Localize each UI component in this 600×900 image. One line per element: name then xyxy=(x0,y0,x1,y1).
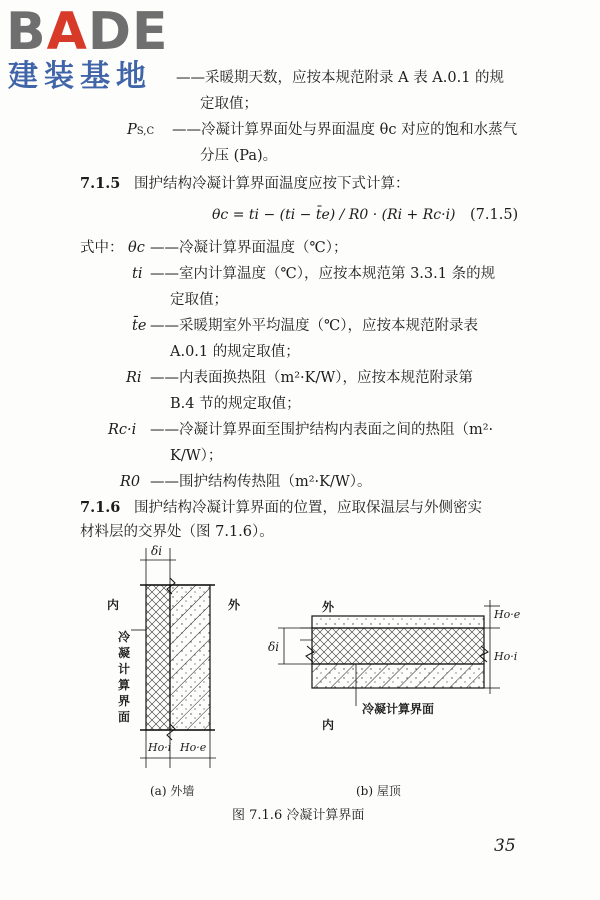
wall-caption: (a) 外墙 xyxy=(150,784,195,798)
where-1: ——冷凝计算界面温度（℃）； xyxy=(150,240,348,256)
wall-diagram xyxy=(131,548,216,768)
symbol-theta-c: θc xyxy=(128,240,145,256)
wall-outside-label: 外 xyxy=(228,598,241,612)
wall-interface-char-2: 凝 xyxy=(118,646,131,660)
section-7-1-5-text: 围护结构冷凝计算界面温度应按下式计算： xyxy=(134,176,410,192)
roof-delta-label: δi xyxy=(268,640,280,654)
section-7-1-5-number: 7.1.5 xyxy=(80,175,121,192)
wall-interface-char-4: 算 xyxy=(118,678,131,692)
where-4b: B.4 节的规定取值； xyxy=(170,396,301,412)
section-7-1-6-text: 围护结构冷凝计算界面的位置，应取保温层与外侧密实 xyxy=(134,500,482,516)
where-2b: 定取值； xyxy=(170,292,228,308)
text-line-4: 分压 (Pa)。 xyxy=(200,148,278,164)
text-line-1: ——采暖期天数，应按本规范附录 A 表 A.0.1 的规 xyxy=(176,70,505,86)
roof-interface-label: 冷凝计算界面 xyxy=(362,702,435,716)
where-3b: A.0.1 的规定取值； xyxy=(170,344,300,360)
roof-inside-label: 内 xyxy=(322,718,335,732)
logo-latin: BADE xyxy=(6,2,169,62)
symbol-ri: Ri xyxy=(126,370,142,386)
logo-chinese: 建装基地 xyxy=(8,59,152,94)
symbol-te: t̄e xyxy=(132,318,147,334)
symbol-rci: Rc·i xyxy=(108,422,137,438)
wall-h-inner-label: Ho·i xyxy=(148,741,172,754)
figure-title: 图 7.1.6 冷凝计算界面 xyxy=(232,808,365,823)
where-3: ——采暖期室外平均温度（℃），应按本规范附录表 xyxy=(150,318,478,334)
symbol-r0: R0 xyxy=(120,474,141,490)
wall-delta-label: δi xyxy=(151,544,163,558)
where-5b: K/W）； xyxy=(170,448,223,464)
wall-inside-label: 内 xyxy=(107,598,120,612)
formula-7-1-5: θc = ti − (ti − t̄e) / R0 · (Ri + Rc·i) xyxy=(212,207,456,223)
wall-interface-char-6: 面 xyxy=(118,710,131,724)
where-4: ——内表面换热阻（m²·K/W），应按本规范附录第 xyxy=(150,370,474,386)
symbol-ti: ti xyxy=(132,266,143,282)
wall-interface-char-1: 冷 xyxy=(118,630,131,644)
roof-h-outer-label: Ho·e xyxy=(494,608,521,621)
wall-interface-char-3: 计 xyxy=(118,662,131,676)
where-lead: 式中： xyxy=(80,240,124,256)
section-7-1-6-text-b: 材料层的交界处（图 7.1.6）。 xyxy=(80,524,274,540)
roof-diagram xyxy=(278,600,500,706)
wall-interface-char-5: 界 xyxy=(118,694,131,708)
text-line-2: 定取值； xyxy=(200,96,258,112)
wall-h-outer-label: Ho·e xyxy=(180,741,207,754)
formula-number: (7.1.5) xyxy=(470,207,519,223)
roof-caption: (b) 屋顶 xyxy=(356,784,401,798)
section-7-1-6-number: 7.1.6 xyxy=(80,499,121,516)
roof-outside-label: 外 xyxy=(322,600,335,614)
where-2: ——室内计算温度（℃），应按本规范第 3.3.1 条的规 xyxy=(150,266,496,282)
where-5: ——冷凝计算界面至围护结构内表面之间的热阻（m²· xyxy=(150,422,494,438)
where-6: ——围护结构传热阻（m²·K/W）。 xyxy=(150,474,372,490)
symbol-ps-c: PS,C xyxy=(127,122,155,138)
roof-h-inner-label: Ho·i xyxy=(494,650,518,663)
page-number: 35 xyxy=(494,836,516,856)
text-line-3: ——冷凝计算界面处与界面温度 θc 对应的饱和水蒸气 xyxy=(172,122,518,138)
